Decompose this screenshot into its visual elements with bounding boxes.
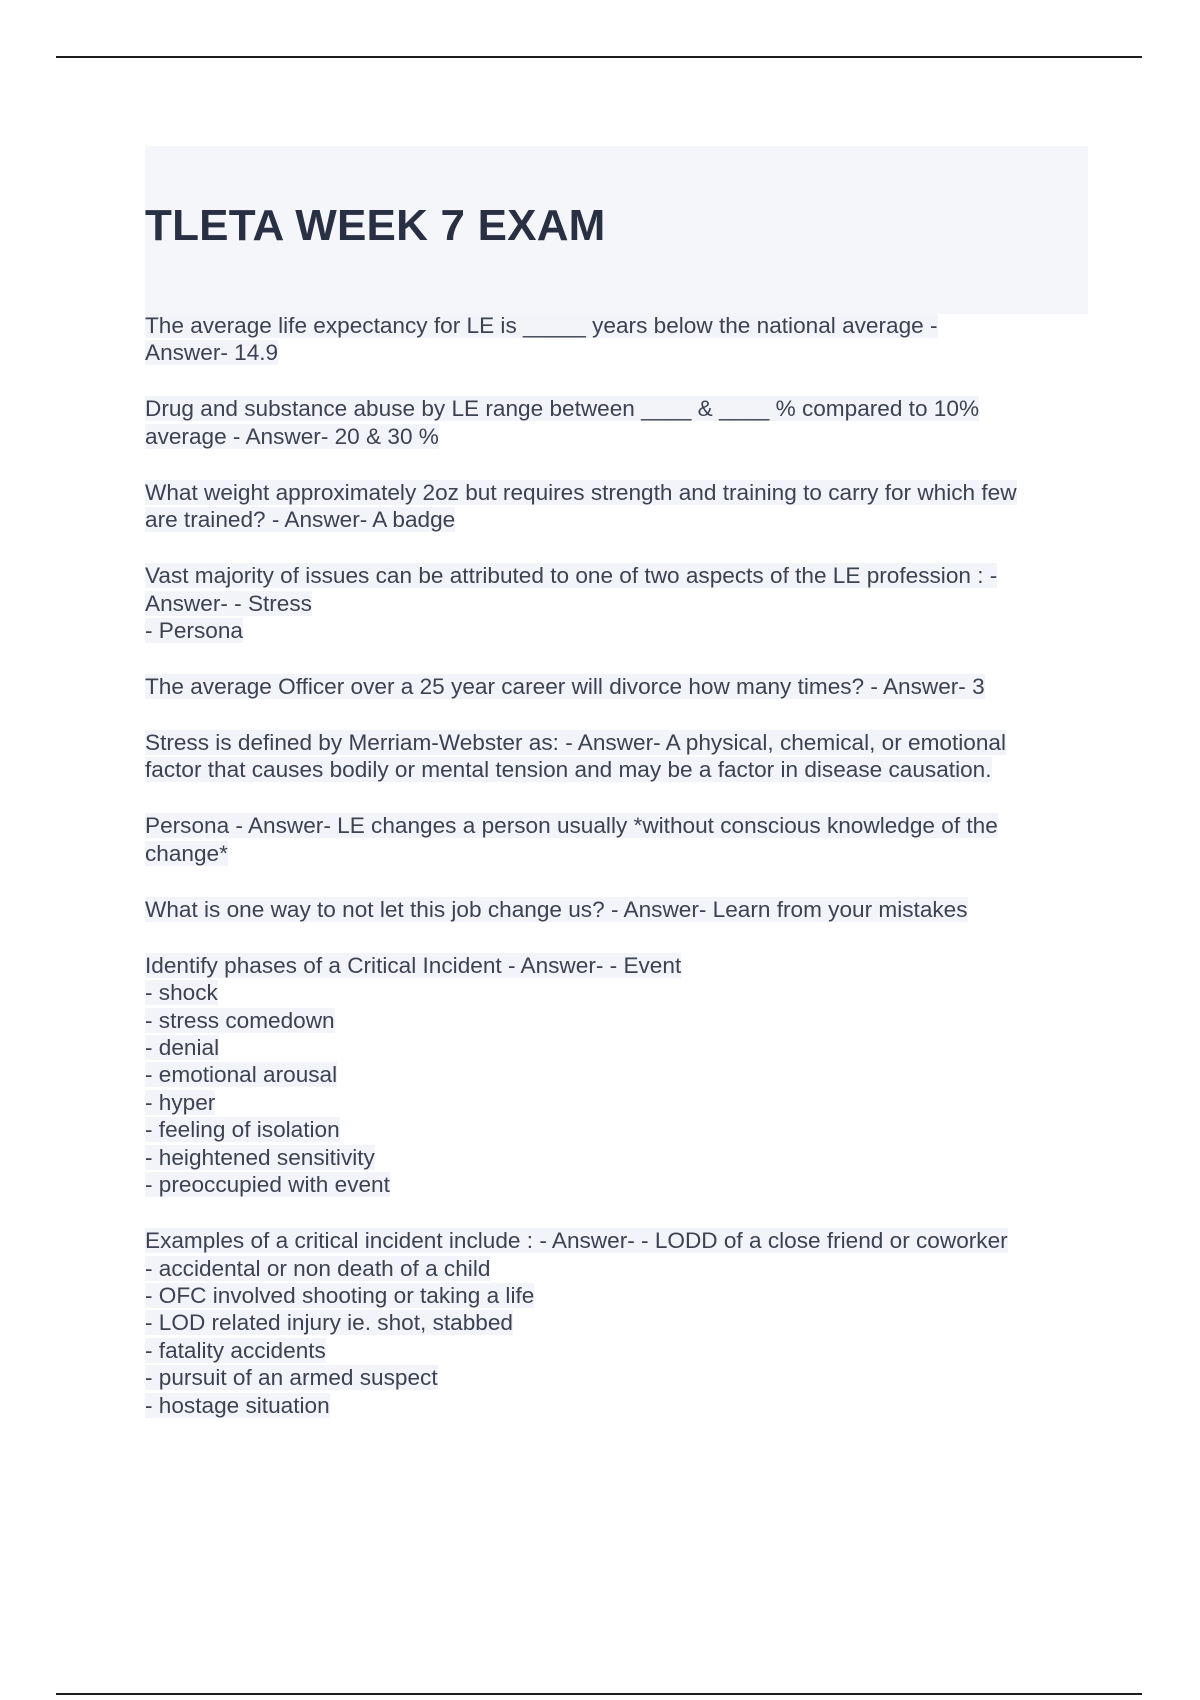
qa-line: average - Answer- 20 & 30 %	[145, 423, 439, 449]
qa-line: - OFC involved shooting or taking a life	[145, 1282, 535, 1308]
qa-item	[145, 479, 1095, 534]
qa-line: change*	[145, 840, 228, 866]
qa-line: Stress is defined by Merriam-Webster as: - Answer- A physical, chemical, or emotional	[145, 730, 1006, 756]
qa-line: What weight approximately 2oz but requires strength and training to carry for which few	[145, 479, 1017, 505]
qa-line: - hyper	[145, 1089, 216, 1115]
qa-list	[145, 312, 1095, 1448]
page-title: TLETA WEEK 7 EXAM	[145, 201, 606, 250]
qa-line: Identify phases of a Critical Incident - Answer- - Event	[145, 952, 682, 978]
qa-line: - shock	[145, 980, 218, 1006]
qa-line: Answer- - Stress	[145, 590, 312, 616]
qa-line: - emotional arousal	[145, 1062, 338, 1088]
qa-line: - feeling of isolation	[145, 1117, 340, 1143]
qa-line: - heightened sensitivity	[145, 1144, 375, 1170]
qa-line: - preoccupied with event	[145, 1172, 390, 1198]
qa-line: - accidental or non death of a child	[145, 1255, 491, 1281]
qa-line: are trained? - Answer- A badge	[145, 507, 456, 533]
qa-line: - denial	[145, 1035, 220, 1061]
qa-item	[145, 562, 1095, 644]
title-block	[145, 146, 1088, 314]
qa-item	[145, 952, 1095, 1199]
qa-line: - pursuit of an armed suspect	[145, 1365, 438, 1391]
qa-item	[145, 1227, 1095, 1419]
qa-line: Drug and substance abuse by LE range between ____ & ____ % compared to 10%	[145, 396, 980, 422]
bottom-rule	[56, 1693, 1142, 1695]
qa-line: - fatality accidents	[145, 1337, 326, 1363]
qa-line: The average Officer over a 25 year career will divorce how many times? - Answer- 3	[145, 674, 985, 700]
qa-item	[145, 729, 1095, 784]
qa-line: - LOD related injury ie. shot, stabbed	[145, 1310, 513, 1336]
qa-line: Persona - Answer- LE changes a person usually *without conscious knowledge of the	[145, 813, 998, 839]
qa-item	[145, 673, 1095, 700]
qa-line: The average life expectancy for LE is _____ years below the national average -	[145, 313, 938, 338]
qa-item	[145, 812, 1095, 867]
qa-line: Examples of a critical incident include : - Answer- - LODD of a close friend or coworker	[145, 1228, 1008, 1254]
qa-line: What is one way to not let this job change us? - Answer- Learn from your mistakes	[145, 896, 968, 922]
qa-line: - Persona	[145, 618, 243, 644]
qa-line: Vast majority of issues can be attributed to one of two aspects of the LE profession : -	[145, 563, 998, 589]
qa-item	[145, 896, 1095, 923]
top-rule	[56, 56, 1142, 58]
qa-item	[145, 395, 1095, 450]
qa-line: - stress comedown	[145, 1007, 335, 1033]
qa-item	[145, 312, 1095, 367]
qa-line: factor that causes bodily or mental tension and may be a factor in disease causation.	[145, 757, 992, 783]
qa-line: - hostage situation	[145, 1392, 330, 1418]
qa-line: Answer- 14.9	[145, 340, 279, 366]
